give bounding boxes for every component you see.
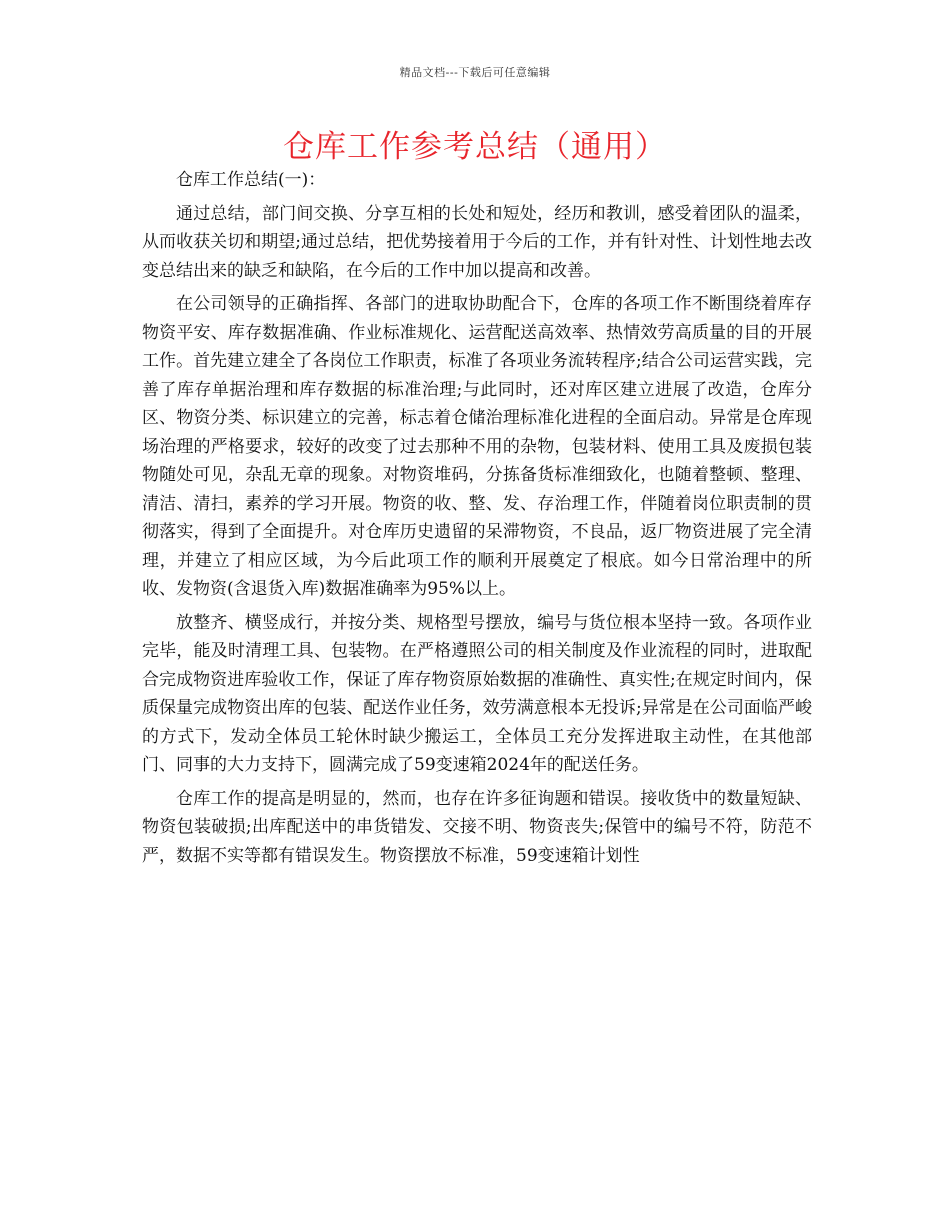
paragraph: 在公司领导的正确指挥、各部门的进取协助配合下，仓库的各项工作不断围绕着库存物资平安、库存数据准确、作业标准规化、运营配送高效率、热情效劳高质量的目的开展工作。首先建立建全了各岗位工作职责，标准了各项业务流转程序;结合公司运营实践，完善了库存单据治理和库存数据的标准治理;与此同时，还对库区建立进展了改造，仓库分区、物资分类、标识建立的完善，标志着仓储治理标准化进程的全面启动。异常是仓库现场治理的严格要求，较好的改变了过去那种不用的杂物，包装材料、使用工具及废损包装物随处可见，杂乱无章的现象。对物资堆码，分拣备货标准细致化，也随着整顿、整理、清洁、清扫，素养的学习开展。物资的收、整、发、存治理工作，伴随着岗位职责制的贯彻落实，得到了全面提升。对仓库历史遗留的呆滞物资，不良品，返厂物资进展了完全清理，并建立了相应区域，为今后此项工作的顺利开展奠定了根底。如今日常治理中的所收、发物资(含退货入库)数据准确率为95%以上。 xyxy=(142,294,812,599)
paragraph: 通过总结，部门间交换、分享互相的长处和短处，经历和教训，感受着团队的温柔，从而收获关切和期望;通过总结，把优势接着用于今后的工作，并有针对性、计划性地去改变总结出来的缺乏和缺陷，在今后的工作中加以提高和改善。 xyxy=(142,203,812,281)
section-heading: 仓库工作总结(一)： xyxy=(176,170,326,190)
header-note: 精品文档---下载后可任意编辑 xyxy=(399,66,551,79)
paragraph: 仓库工作的提高是明显的，然而，也存在许多征询题和错误。接收货中的数量短缺、物资包装破损;出库配送中的串货错发、交接不明、物资丧失;保管中的编号不符，防范不严，数据不实等都有错误发生。物资摆放不标准，59变速箱计划性 xyxy=(142,788,812,866)
paragraph: 放整齐、横竖成行，并按分类、规格型号摆放，编号与货位根本坚持一致。各项作业完毕，能及时清理工具、包装物。在严格遵照公司的相关制度及作业流程的同时，进取配合完成物资进库验收工作，保证了库存物资原始数据的准确性、真实性;在规定时间内，保质保量完成物资出库的包装、配送作业任务，效劳满意根本无投诉;异常是在公司面临严峻的方式下，发动全体员工轮休时缺少搬运工，全体员工充分发挥进取主动性，在其他部门、同事的大力支持下，圆满完成了59变速箱2024年的配送任务。 xyxy=(142,612,812,775)
document-body xyxy=(142,166,812,875)
document-title: 仓库工作参考总结（通用） xyxy=(283,129,667,165)
